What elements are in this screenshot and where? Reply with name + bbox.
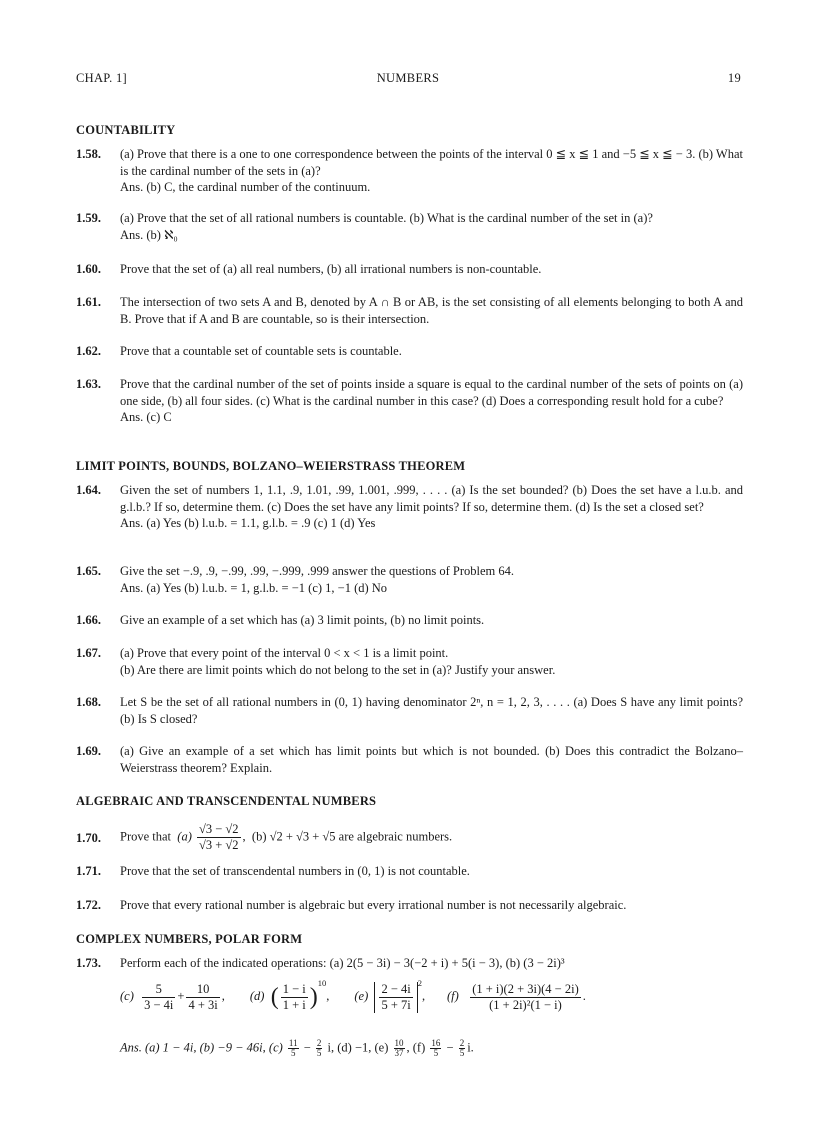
problem-text: Prove that the cardinal number of the set of points inside a square is equal to the cardinal number of the sets of points on (a) one side, (b) all four sides. (c) What is the cardinal number in this case? (d) Does a corresponding result hold for a cube? bbox=[120, 377, 743, 408]
problem-1-68 bbox=[76, 694, 743, 727]
answer-text: Ans. (b) C, the cardinal number of the continuum. bbox=[120, 180, 371, 194]
problem-text: (a) Prove that there is a one to one correspondence between the points of the interval 0 ≦ x ≦ 1 and −5 ≦ x ≦ − 3. (b) What is the cardinal number of the sets in (a)? bbox=[120, 147, 743, 178]
minus-sign: − bbox=[303, 1040, 311, 1055]
answer-text: Ans. (c) C bbox=[120, 410, 172, 424]
page-number: 19 bbox=[727, 71, 741, 85]
problem-number: 1.67. bbox=[76, 646, 101, 660]
problem-1-72 bbox=[76, 897, 743, 914]
problem-number: 1.60. bbox=[76, 262, 101, 276]
problem-1-73-answer: Ans. (a) 1 − 4i, (b) −9 − 46i, (c) $\frac{11}{5}$ − $\frac{2}{5}$ i, (d) −1, (e) $\frac{10}{37}$ , (f) $\frac{16}{5}$ − $\frac{2}{5}$ i. bbox=[120, 1038, 474, 1058]
fraction-numerator: 10 bbox=[186, 982, 219, 998]
answer-f-label: , (f) bbox=[406, 1040, 426, 1055]
running-title: NUMBERS bbox=[376, 71, 440, 85]
fraction-d bbox=[281, 982, 308, 1013]
problem-1-63 bbox=[76, 376, 743, 426]
fraction-denominator: 4 + 3i bbox=[188, 997, 218, 1012]
answer-fraction bbox=[316, 1039, 323, 1058]
problem-1-73 bbox=[76, 955, 743, 972]
problem-text: (a) Give an example of a set which has limit points but which is not bounded. (b) Does this contradict the Bolzano–Weierstrass theorem? Explain. bbox=[120, 744, 743, 775]
answer-fraction bbox=[288, 1039, 299, 1058]
exponent: 10 bbox=[317, 978, 327, 988]
fraction-denominator: 5 bbox=[459, 1048, 465, 1058]
fraction-c2 bbox=[186, 982, 219, 1013]
problem-number: 1.63. bbox=[76, 377, 101, 391]
exponent: 2 bbox=[417, 978, 423, 988]
part-a-label: (a) bbox=[177, 829, 192, 844]
answer-mid: i, (d) −1, (e) bbox=[327, 1040, 389, 1055]
fraction-denominator: 5 bbox=[316, 1048, 322, 1058]
fraction-denominator: 5 bbox=[433, 1048, 439, 1058]
part-c-label: (c) bbox=[120, 989, 134, 1003]
problem-text-b: (b) Are there are limit points which do not belong to the set in (a)? Justify your answer. bbox=[120, 662, 556, 677]
problem-1-71 bbox=[76, 863, 743, 880]
fraction-numerator: 2 bbox=[316, 1038, 322, 1048]
problem-1-60 bbox=[76, 261, 743, 278]
fraction-numerator: (1 + i)(2 + 3i)(4 − 2i) bbox=[472, 981, 579, 996]
answer-text: Ans. (a) Yes (b) l.u.b. = 1, g.l.b. = −1 (c) 1, −1 (d) No bbox=[120, 580, 388, 595]
answer-fraction bbox=[459, 1039, 466, 1058]
section-heading-complex: COMPLEX NUMBERS, POLAR FORM bbox=[76, 932, 303, 946]
fraction-numerator: 2 − 4i bbox=[381, 981, 411, 996]
chapter-label: CHAP. 1] bbox=[76, 71, 128, 85]
radical-fraction bbox=[197, 822, 241, 853]
fraction-denominator: 37 bbox=[394, 1048, 404, 1058]
problem-text: Given the set of numbers 1, 1.1, .9, 1.01, .99, 1.001, .999, . . . . (a) Is the set bounded? (b) Does the set have a l.u.b. and g.l.b.? If so, determine them. (c) Does the set have any limit points? If so, determine them. (d) Is the set a closed set? bbox=[120, 483, 743, 514]
problem-1-62 bbox=[76, 343, 743, 360]
problem-1-70: 1.70. Prove that (a) $\frac{√3 - √2}{√3 + √2}$ , (b) √2 + √3 + √5 are algebraic numbers. bbox=[76, 822, 453, 852]
fraction-numerator: 1 − i bbox=[282, 981, 306, 996]
problem-number: 1.59. bbox=[76, 211, 101, 225]
problem-1-58 bbox=[76, 146, 743, 196]
problem-lead: Prove that bbox=[120, 829, 172, 844]
problem-number: 1.62. bbox=[76, 344, 101, 358]
problem-number: 1.58. bbox=[76, 147, 101, 161]
part-e-label: (e) bbox=[354, 989, 369, 1003]
part-b-text: (b) √2 + √3 + √5 are algebraic numbers. bbox=[251, 829, 453, 844]
answer-prefix: Ans. (a) 1 − 4i, (b) −9 − 46i, (c) bbox=[120, 1040, 283, 1055]
problem-1-67 bbox=[76, 645, 743, 678]
problem-text: The intersection of two sets A and B, denoted by A ∩ B or AB, is the set consisting of all elements belonging to both A and B. Prove that if A and B are countable, so is their intersection. bbox=[120, 295, 743, 326]
fraction-denominator: (1 + 2i)²(1 − i) bbox=[489, 997, 562, 1012]
fraction-f bbox=[470, 982, 581, 1013]
problem-1-65 bbox=[76, 563, 743, 596]
problem-text: (a) Prove that every point of the interval 0 < x < 1 is a limit point. bbox=[120, 646, 449, 660]
fraction-denominator: 5 bbox=[290, 1048, 296, 1058]
problem-text: Prove that a countable set of countable sets is countable. bbox=[120, 344, 402, 358]
fraction-numerator: 5 bbox=[142, 982, 175, 998]
problem-number: 1.73. bbox=[76, 956, 101, 970]
problem-number: 1.72. bbox=[76, 898, 101, 912]
problem-1-73-expressions: (c) $\frac{5}{3 - 4i}$ + $\frac{10}{4 + 3i}$ , (d) ( $\frac{1 - i}{1 + i}$ )$^{10}$, (e) $\frac{2 - 4i}{5 + 7i}$ $^2$, (f) $\frac{(1 + i)(2 + 3i)(4 - 2i)}{\text{(1 + 2i)²(1 − i)}}$ . bbox=[120, 978, 586, 1012]
problem-text: Let S be the set of all rational numbers in (0, 1) having denominator 2ⁿ, n = 1, 2, 3, . . . . (a) Does S have any limit points? (b) Is S closed? bbox=[120, 695, 743, 726]
part-f-label: (f) bbox=[447, 989, 459, 1003]
problem-text: Prove that the set of (a) all real numbers, (b) all irrational numbers is non-countable. bbox=[120, 262, 542, 276]
problem-text: Give an example of a set which has (a) 3 limit points, (b) no limit points. bbox=[120, 613, 485, 627]
problem-number: 1.65. bbox=[76, 564, 101, 578]
fraction-denominator: 5 + 7i bbox=[381, 997, 411, 1012]
problem-number: 1.70. bbox=[76, 831, 101, 845]
problem-text: Give the set −.9, .9, −.99, .99, −.999, .999 answer the questions of Problem 64. bbox=[120, 564, 515, 578]
problem-1-59 bbox=[76, 210, 743, 243]
problem-number: 1.71. bbox=[76, 864, 101, 878]
problem-1-61 bbox=[76, 294, 743, 327]
fraction-numerator: 16 bbox=[431, 1038, 441, 1048]
answer-text: Ans. (b) ℵ₀ bbox=[120, 227, 178, 242]
answer-fraction bbox=[394, 1039, 405, 1058]
fraction-numerator: 10 bbox=[394, 1038, 404, 1048]
fraction-numerator: 11 bbox=[288, 1038, 298, 1048]
answer-fraction bbox=[430, 1039, 441, 1058]
fraction-numerator: 2 bbox=[459, 1038, 465, 1048]
problem-1-64 bbox=[76, 482, 743, 532]
problem-number: 1.64. bbox=[76, 483, 101, 497]
section-heading-limit-points: LIMIT POINTS, BOUNDS, BOLZANO–WEIERSTRASS THEOREM bbox=[76, 459, 466, 473]
problem-text: Prove that the set of transcendental numbers in (0, 1) is not countable. bbox=[120, 864, 470, 878]
answer-end: i. bbox=[467, 1040, 474, 1055]
problem-number: 1.61. bbox=[76, 295, 101, 309]
problem-text: Perform each of the indicated operations: (a) 2(5 − 3i) − 3(−2 + i) + 5(i − 3), (b) (3 − 2i)³ bbox=[120, 956, 565, 970]
problem-number: 1.68. bbox=[76, 695, 101, 709]
fraction-numerator: √3 − √2 bbox=[199, 822, 239, 836]
problem-1-69 bbox=[76, 743, 743, 776]
problem-number: 1.66. bbox=[76, 613, 101, 627]
fraction-e bbox=[379, 982, 412, 1013]
fraction-denominator: 3 − 4i bbox=[144, 997, 174, 1012]
problem-text: (a) Prove that the set of all rational numbers is countable. (b) What is the cardinal number of the set in (a)? bbox=[120, 211, 653, 225]
fraction-denominator: √3 + √2 bbox=[199, 838, 239, 852]
answer-text: Ans. (a) Yes (b) l.u.b. = 1.1, g.l.b. = .9 (c) 1 (d) Yes bbox=[120, 516, 376, 530]
problem-1-66 bbox=[76, 612, 743, 629]
fraction-denominator: 1 + i bbox=[282, 997, 306, 1012]
problem-number: 1.69. bbox=[76, 744, 101, 758]
fraction-c1 bbox=[142, 982, 175, 1013]
problem-text: Prove that every rational number is algebraic but every irrational number is not necessarily algebraic. bbox=[120, 898, 627, 912]
part-d-label: (d) bbox=[249, 989, 265, 1003]
section-heading-countability: COUNTABILITY bbox=[76, 123, 176, 137]
section-heading-algebraic: ALGEBRAIC AND TRANSCENDENTAL NUMBERS bbox=[76, 794, 377, 808]
